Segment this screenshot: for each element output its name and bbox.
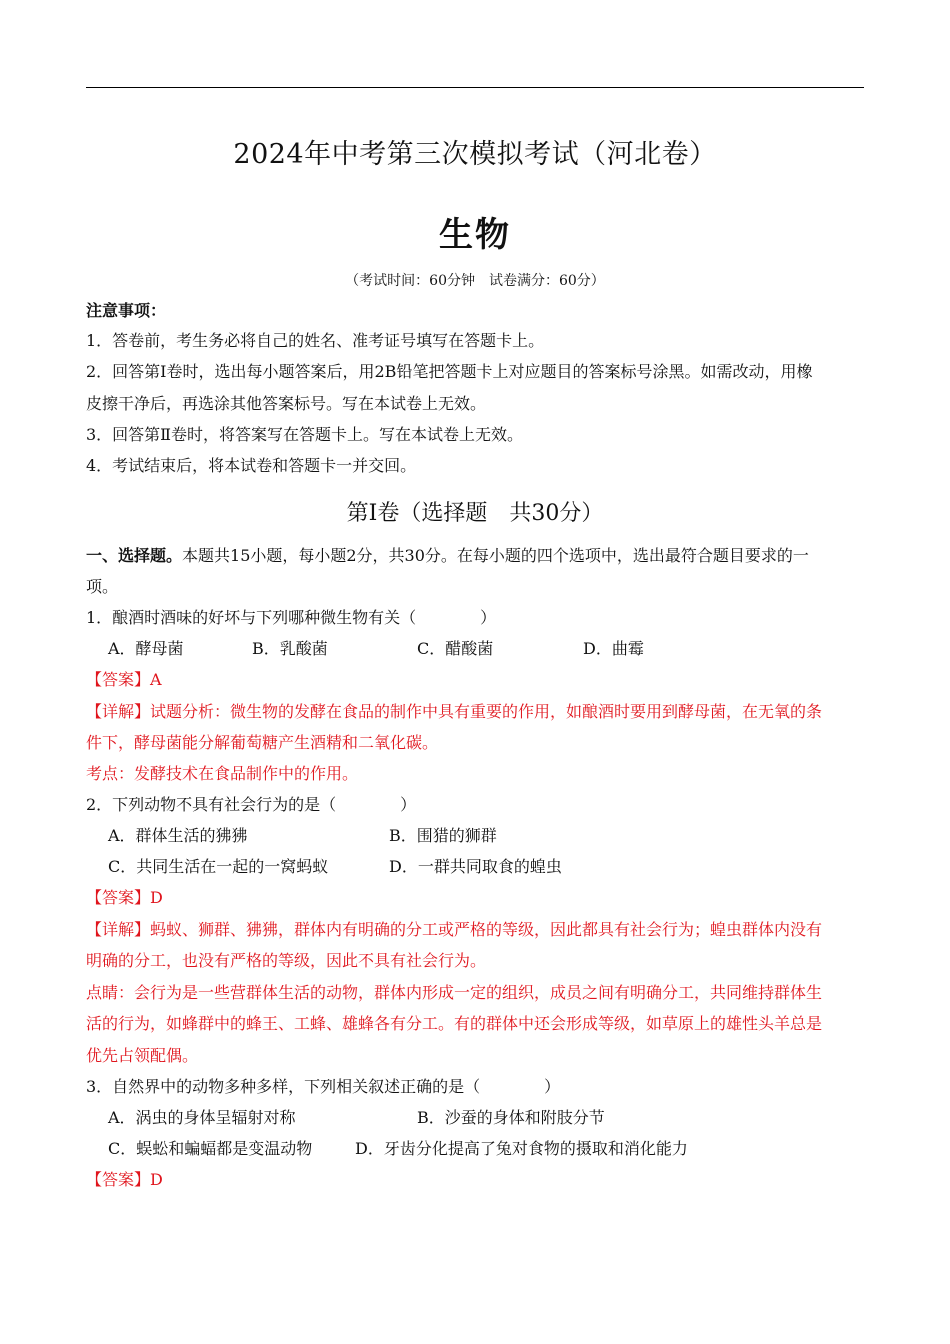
q1-option-b: B．乳酸菌 <box>252 639 328 658</box>
q1-point: 考点：发酵技术在食品制作中的作用。 <box>86 764 359 783</box>
q2-answer: 【答案】D <box>86 888 163 907</box>
q2-option-c: C．共同生活在一起的一窝蚂蚁 <box>108 857 329 876</box>
note-item-1: 1．答卷前，考生务必将自己的姓名、准考证号填写在答题卡上。 <box>86 331 545 350</box>
subject-title: 生物 <box>439 215 511 255</box>
q2-stem: 2．下列动物不具有社会行为的是（ ） <box>86 795 417 814</box>
q3-option-d: D．牙齿分化提高了兔对食物的摄取和消化能力 <box>355 1139 688 1158</box>
q2-option-a: A．群体生活的狒狒 <box>108 826 248 845</box>
q1-option-d: D．曲霉 <box>583 639 644 658</box>
q1-option-a: A．酵母菌 <box>108 639 184 658</box>
q2-point-line1: 点睛：会行为是一些营群体生活的动物，群体内形成一定的组织，成员之间有明确分工，共同维持群体生 <box>86 983 823 1002</box>
q2-analysis-line1: 【详解】蚂蚁、狮群、狒狒，群体内有明确的分工或严格的等级，因此都具有社会行为；蝗虫群体内没有 <box>86 920 823 939</box>
q1-option-c: C．醋酸菌 <box>417 639 494 658</box>
q2-point-line2: 活的行为，如蜂群中的蜂王、工蜂、雄蜂各有分工。有的群体中还会形成等级，如草原上的雄性头羊总是 <box>86 1014 823 1033</box>
q1-analysis-line2: 件下，酵母菌能分解葡萄糖产生酒精和二氧化碳。 <box>86 733 439 752</box>
note-item-2-cont: 皮擦干净后，再选涂其他答案标号。写在本试卷上无效。 <box>86 394 487 413</box>
notes-heading: 注意事项： <box>86 301 167 320</box>
q3-option-a: A．涡虫的身体呈辐射对称 <box>108 1108 296 1127</box>
part-one-desc-line2: 项。 <box>86 577 119 596</box>
part-one-desc-line1: 本题共15小题，每小题2分，共30分。在每小题的四个选项中，选出最符合题目要求的一 <box>182 546 809 565</box>
q1-stem: 1．酿酒时酒味的好坏与下列哪种微生物有关（ ） <box>86 608 497 627</box>
q2-point-line3: 优先占领配偶。 <box>86 1046 199 1065</box>
q2-option-d: D．一群共同取食的蝗虫 <box>389 857 562 876</box>
q2-option-b: B．围猎的狮群 <box>389 826 497 845</box>
exam-title: 2024年中考第三次模拟考试（河北卷） <box>233 139 717 170</box>
q2-analysis-line2: 明确的分工，也没有严格的等级，因此不具有社会行为。 <box>86 951 487 970</box>
q3-option-b: B．沙蚕的身体和附肢分节 <box>417 1108 605 1127</box>
note-item-3: 3．回答第Ⅱ卷时，将答案写在答题卡上。写在本试卷上无效。 <box>86 425 524 444</box>
q3-option-c: C．蜈蚣和蝙蝠都是变温动物 <box>108 1139 313 1158</box>
part-one-label: 一、选择题。 <box>86 546 183 565</box>
header-rule <box>86 87 864 88</box>
note-item-2: 2．回答第Ⅰ卷时，选出每小题答案后，用2B铅笔把答题卡上对应题目的答案标号涂黑。如需改动，用橡 <box>86 362 813 381</box>
q3-answer: 【答案】D <box>86 1170 163 1189</box>
note-item-4: 4．考试结束后，将本试卷和答题卡一并交回。 <box>86 456 417 475</box>
q1-analysis-line1: 【详解】试题分析：微生物的发酵在食品的制作中具有重要的作用，如酿酒时要用到酵母菌，在无氧的条 <box>86 702 823 721</box>
q3-stem: 3．自然界中的动物多种多样，下列相关叙述正确的是（ ） <box>86 1077 561 1096</box>
part-one-desc <box>86 545 809 567</box>
exam-info: （考试时间：60分钟 试卷满分：60分） <box>345 273 605 289</box>
section-title: 第Ⅰ卷（选择题 共30分） <box>346 501 604 526</box>
q1-answer: 【答案】A <box>86 670 162 689</box>
